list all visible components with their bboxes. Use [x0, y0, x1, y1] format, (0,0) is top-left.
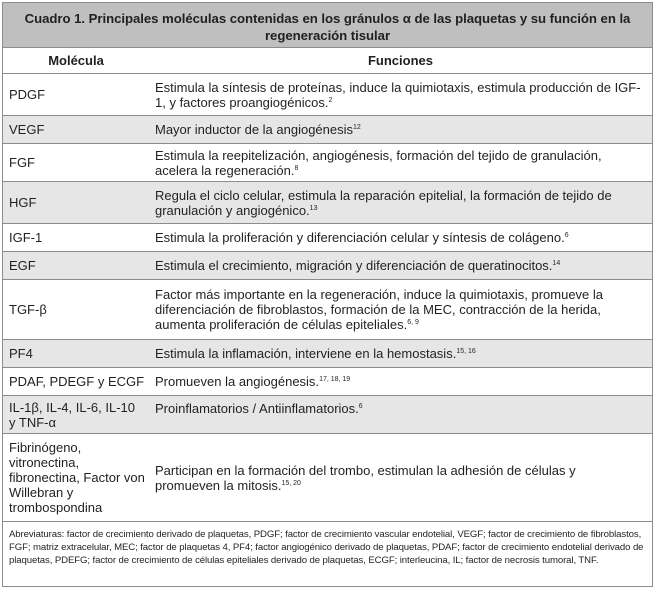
reference: 14: [552, 260, 561, 267]
function-cell: Estimula la proliferación y diferenciación celular y síntesis de colágeno.$^6$: [155, 230, 569, 245]
molecule-cell: Fibrinógeno, vitronectina, fibronectina, Factor von Willebran y trombospondina: [9, 440, 145, 515]
table-title: Cuadro 1. Principales moléculas contenidas en los gránulos α de las plaquetas y su función en la regeneración tisular: [3, 3, 652, 48]
table-row: [3, 144, 652, 182]
functions-header: Funciones: [367, 53, 433, 68]
function-cell: Estimula la inflamación, interviene en la hemostasis.$^{15, 16}$: [155, 346, 476, 361]
table-row: [3, 224, 652, 252]
reference: 8: [294, 164, 299, 172]
reference: 13: [309, 204, 318, 212]
molecule-header: Molécula: [48, 53, 104, 68]
table-1: [2, 2, 653, 587]
reference: 2: [328, 96, 333, 104]
reference: 17, 18, 19: [319, 376, 351, 383]
molecule-cell: FGF: [9, 155, 35, 170]
function-cell: Estimula la reepitelización, angiogénesis, formación del tejido de granulación, acelera la regeneración.$^8$: [155, 147, 602, 178]
molecule-cell: TGF-β: [9, 302, 47, 317]
table-row: [3, 280, 652, 340]
reference: 6, 9: [407, 319, 419, 326]
function-cell: Regula el ciclo celular, estimula la reparación epitelial, la formación de tejido de granulación y angiogénico.$^{13}$: [155, 187, 612, 218]
function-cell: Participan en la formación del trombo, estimulan la adhesión de células y promueven la mitosis.$^{15, 20}$: [155, 462, 576, 493]
molecule-cell: VEGF: [9, 122, 45, 137]
molecule-cell: IGF-1: [9, 230, 43, 245]
function-cell: Promueven la angiogénesis.$^{17, 18, 19}$: [155, 374, 351, 389]
reference: 15, 20: [281, 479, 301, 487]
reference: 6: [564, 232, 569, 239]
table-row: [3, 368, 652, 396]
molecule-cell: PDAF, PDEGF y ECGF: [9, 374, 145, 389]
function-cell: Estimula el crecimiento, migración y diferenciación de queratinocitos.$^{14}$: [155, 258, 561, 273]
footnote: Abreviaturas: factor de crecimiento derivado de plaquetas, PDGF; factor de crecimiento vascular endotelial, VEGF; factor de crecimiento de fibroblastos, FGF; matriz extracelular, MEC; factor de plaquetas 4, PF4; factor angiogénico derivado de plaquetas, PDAF; factor de crecimiento endotelial derivado de plaquetas, PDEFG; factor de crecimiento de células epiteliales derivado de plaquetas, ECGF; interleucina, IL; factor de necrosis tumoral, TNF.: [9, 529, 644, 566]
function-cell: Proinflamatorios / Antiinflamatorios.$^6$: [155, 401, 363, 416]
table-row: [3, 74, 652, 116]
molecule-cell: EGF: [9, 258, 36, 273]
table-row: [3, 434, 652, 522]
function-cell: Mayor inductor de la angiogénesis$^{12}$: [155, 122, 361, 137]
table-row: [3, 182, 652, 224]
molecule-cell: PDGF: [9, 87, 46, 102]
table-row: [3, 116, 652, 144]
table-row: [3, 340, 652, 368]
function-cell: Estimula la síntesis de proteínas, induce la quimiotaxis, estimula producción de IGF-1, y factores proangiogénicos.$^2$: [155, 79, 641, 110]
reference: 12: [353, 124, 361, 131]
table-row: [3, 396, 652, 434]
reference: 6: [358, 403, 363, 410]
header-row: [3, 48, 652, 74]
molecule-cell: HGF: [9, 195, 37, 210]
molecule-cell: PF4: [9, 346, 33, 361]
reference: 15, 16: [456, 348, 476, 355]
function-cell: Factor más importante en la regeneración, induce la quimiotaxis, promueve la diferenciación de fibroblastos, formación de la MEC, contracción de la herida, aumenta proliferación de células epiteliales.$^{6, 9}$: [155, 287, 604, 332]
table-row: [3, 252, 652, 280]
molecule-cell: IL-1β, IL-4, IL-6, IL-10 y TNF-α: [9, 399, 135, 430]
